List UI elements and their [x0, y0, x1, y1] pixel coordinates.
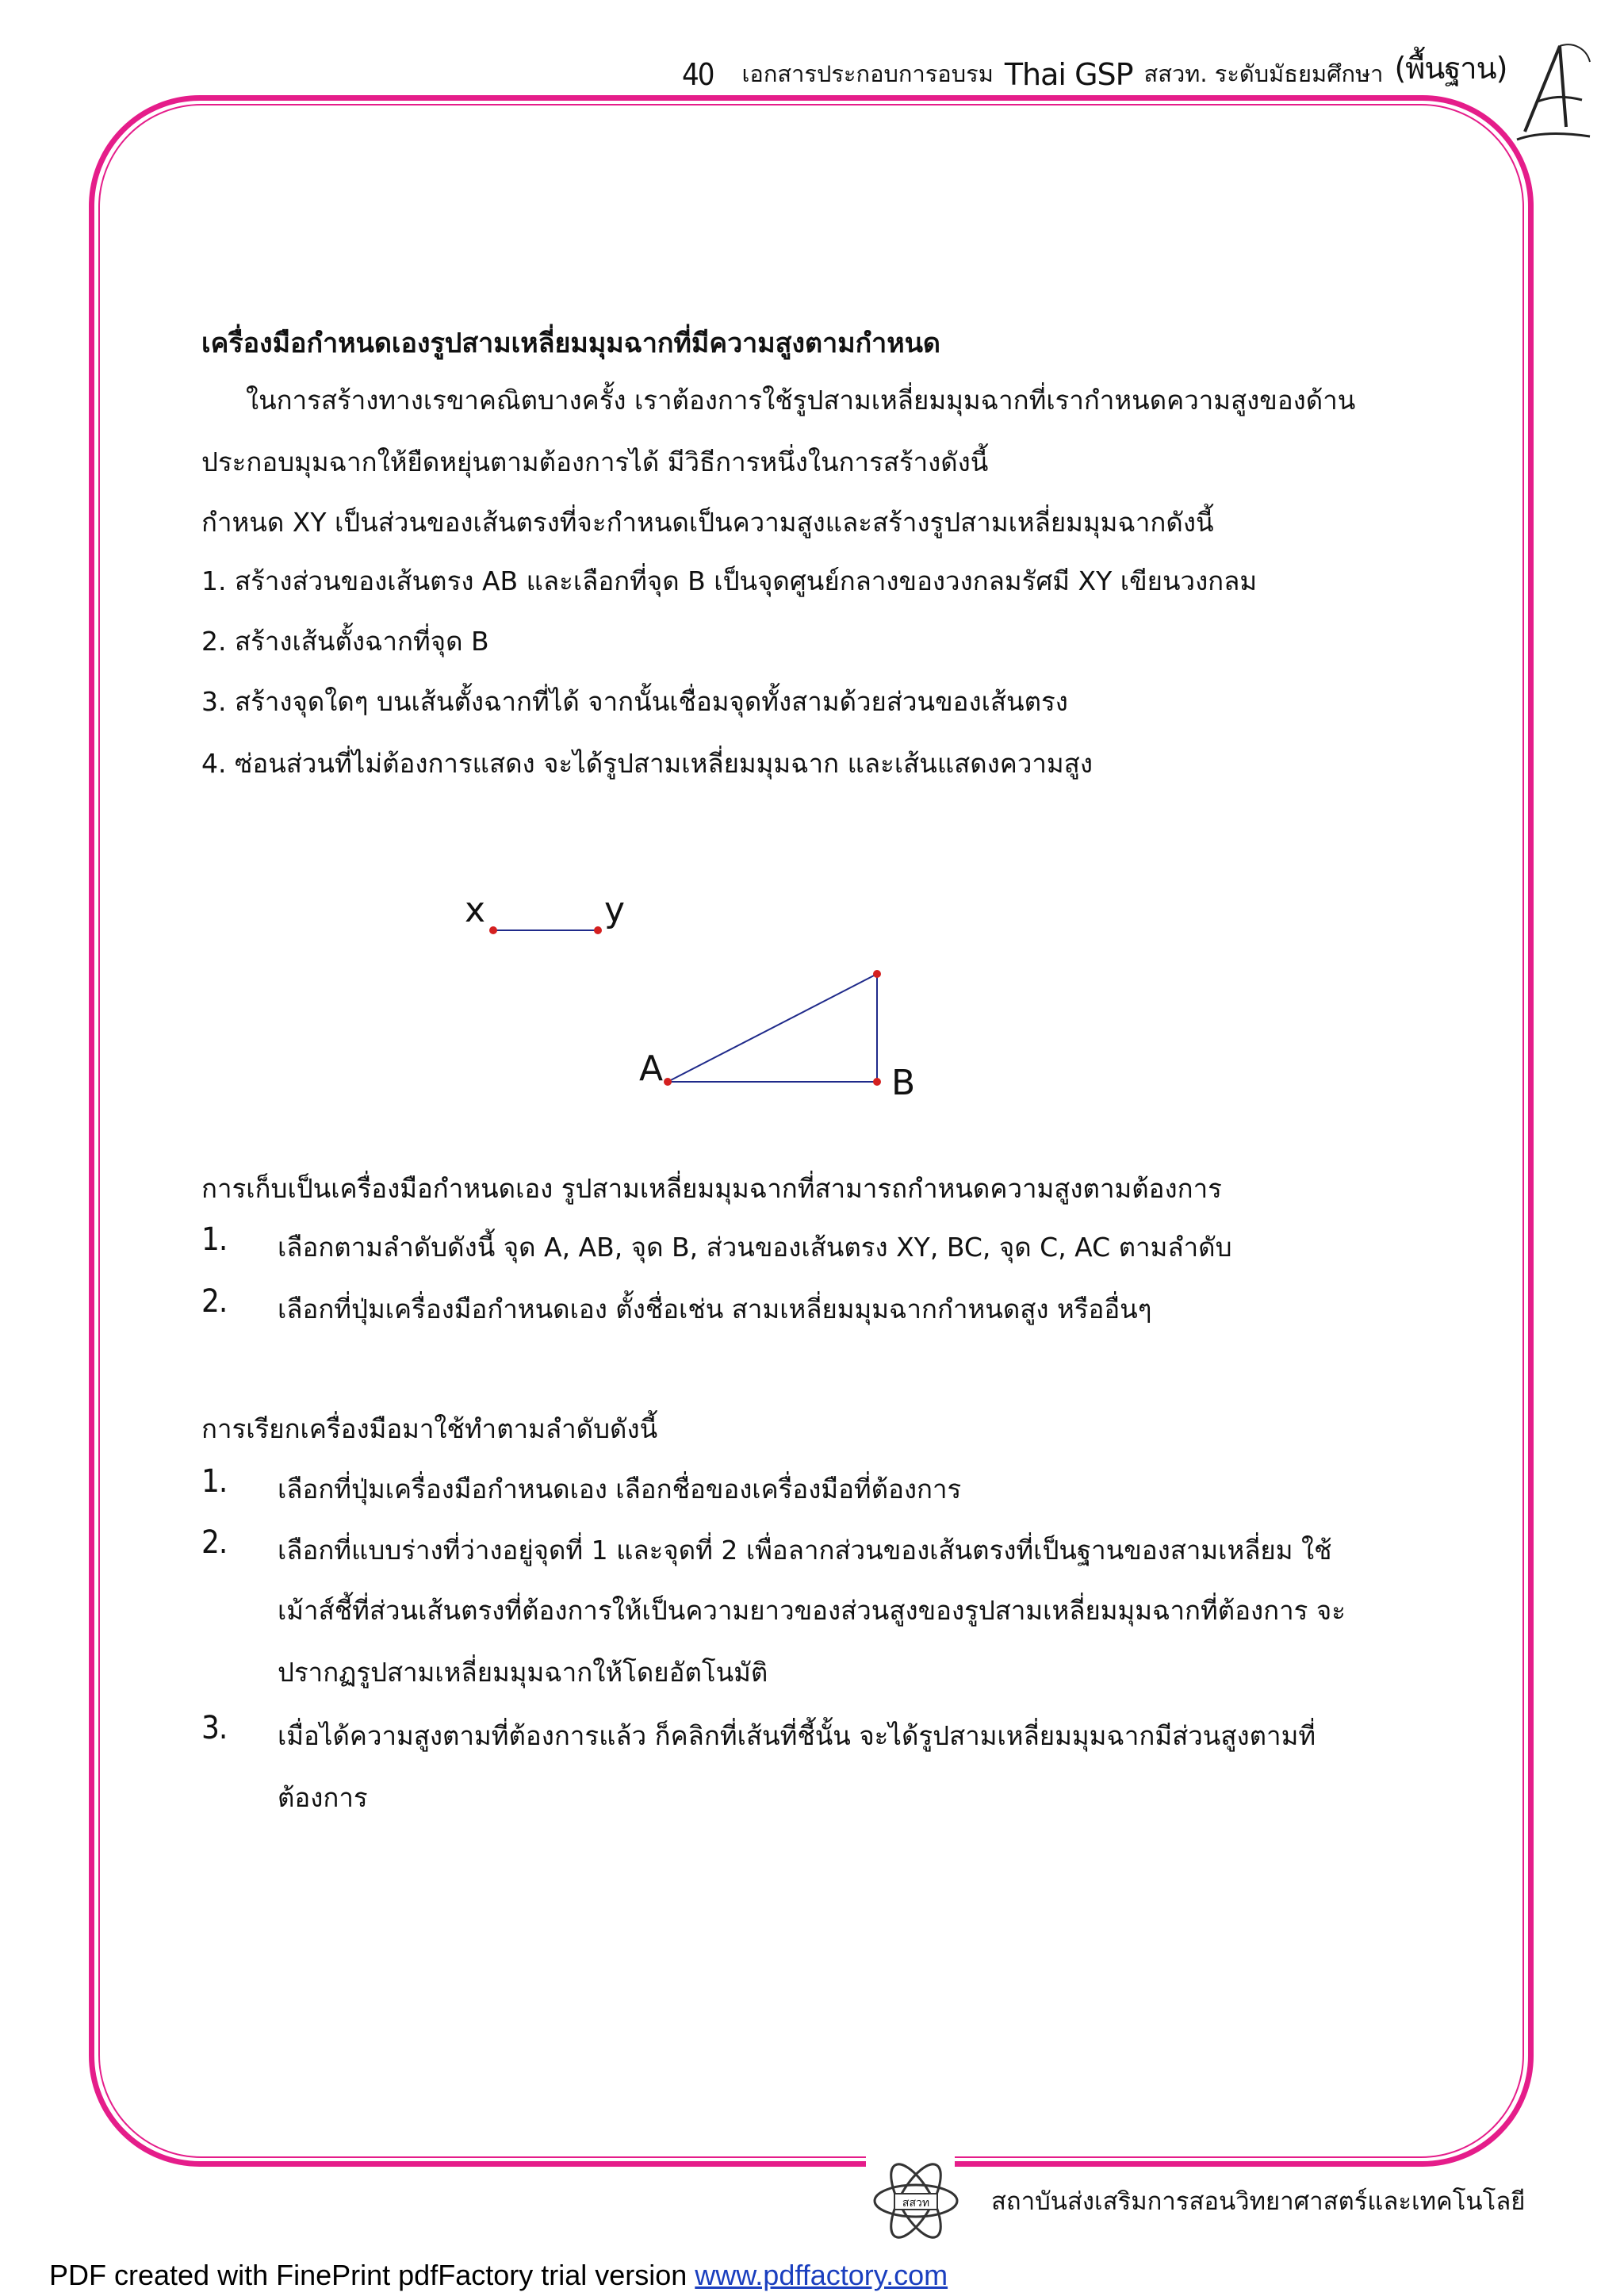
- segment-ac: [668, 974, 877, 1082]
- right-triangle-diagram: [444, 872, 1015, 1110]
- use-item-2-line-3: ปรากฏรูปสามเหลี่ยมมุมฉากให้โดยอัตโนมัติ: [278, 1657, 768, 1688]
- doc-title-prefix: เอกสารประกอบการอบรม: [741, 60, 994, 87]
- use-item-2-number: 2.: [201, 1524, 228, 1561]
- save-item-2-text: เลือกที่ปุ่มเครื่องมือกำหนดเอง ตั้งชื่อเช่น สามเหลี่ยมมุมฉากกำหนดสูง หรืออื่นๆ: [278, 1294, 1152, 1324]
- construction-step-3: 3. สร้างจุดใดๆ บนเส้นตั้งฉากที่ได้ จากนั้นเชื่อมจุดทั้งสามด้วยส่วนของเส้นตรง: [201, 686, 1068, 717]
- label-a: A: [639, 1048, 664, 1089]
- save-tool-heading: การเก็บเป็นเครื่องมือกำหนดเอง รูปสามเหลี่ยมมุมฉากที่สามารถกำหนดความสูงตามต้องการ: [201, 1173, 1222, 1204]
- use-item-2-line-2: เม้าส์ชี้ที่ส่วนเส้นตรงที่ต้องการให้เป็นความยาวของส่วนสูงของรูปสามเหลี่ยมมุมฉากที่ต้องการ จะ: [278, 1595, 1346, 1626]
- label-x: x: [465, 890, 486, 930]
- doc-title-program: Thai GSP: [1004, 57, 1133, 92]
- seal-text: สสวท: [902, 2197, 930, 2210]
- use-item-1-number: 1.: [201, 1463, 228, 1500]
- intro-paragraph-line-1: ในการสร้างทางเรขาคณิตบางครั้ง เราต้องการใช้รูปสามเหลี่ยมมุมฉากที่เรากำหนดความสูงของด้าน: [246, 385, 1356, 416]
- point-b: [873, 1078, 881, 1086]
- save-item-1-number: 1.: [201, 1221, 228, 1258]
- pdf-factory-notice: [49, 2259, 948, 2292]
- intro-paragraph-line-2: ประกอบมุมฉากให้ยืดหยุ่นตามต้องการได้ มีวิธีการหนึ่งในการสร้างดังนี้: [201, 447, 989, 477]
- use-item-1-text: เลือกที่ปุ่มเครื่องมือกำหนดเอง เลือกชื่อของเครื่องมือที่ต้องการ: [278, 1474, 962, 1504]
- header-logo-a-icon: [1511, 38, 1598, 149]
- doc-title-org: สสวท. ระดับมัธยมศึกษา: [1143, 60, 1384, 87]
- label-b: B: [891, 1063, 916, 1103]
- construction-step-4: 4. ซ่อนส่วนที่ไม่ต้องการแสดง จะได้รูปสามเหลี่ยมมุมฉาก และเส้นแสดงความสูง: [201, 748, 1093, 779]
- use-item-2-line-1: เลือกที่แบบร่างที่ว่างอยู่จุดที่ 1 และจุดที่ 2 เพื่อลากส่วนของเส้นตรงที่เป็นฐานของสามเหลี่ยม ใช้: [278, 1535, 1332, 1566]
- save-item-2-number: 2.: [201, 1283, 228, 1320]
- point-a: [664, 1078, 672, 1086]
- label-y: y: [604, 890, 626, 930]
- page-header: [682, 44, 1522, 92]
- pdffactory-link[interactable]: www.pdffactory.com: [695, 2259, 948, 2291]
- save-item-1-text: เลือกตามลำดับดังนี้ จุด A, AB, จุด B, ส่วนของเส้นตรง XY, BC, จุด C, AC ตามลำดับ: [278, 1232, 1232, 1263]
- footer-organization: สถาบันส่งเสริมการสอนวิทยาศาสตร์และเทคโนโลยี: [991, 2187, 1526, 2216]
- doc-level: (พื้นฐาน): [1394, 51, 1507, 86]
- use-item-3-number: 3.: [201, 1710, 228, 1746]
- use-tool-heading: การเรียกเครื่องมือมาใช้ทำตามลำดับดังนี้: [201, 1413, 658, 1444]
- page-number: 40: [682, 57, 714, 92]
- point-c: [873, 970, 881, 978]
- intro-paragraph-line-3: กำหนด XY เป็นส่วนของเส้นตรงที่จะกำหนดเป็นความสูงและสร้างรูปสามเหลี่ยมมุมฉากดังนี้: [201, 507, 1214, 538]
- construction-step-1: 1. สร้างส่วนของเส้นตรง AB และเลือกที่จุด B เป็นจุดศูนย์กลางของวงกลมรัศมี XY เขียนวงกลม: [201, 565, 1258, 596]
- section-title: เครื่องมือกำหนดเองรูปสามเหลี่ยมมุมฉากที่มีความสูงตามกำหนด: [201, 328, 941, 359]
- point-x: [489, 926, 497, 934]
- construction-step-2: 2. สร้างเส้นตั้งฉากที่จุด B: [201, 626, 489, 657]
- ipst-seal-icon: [864, 2157, 967, 2244]
- point-y: [594, 926, 602, 934]
- use-item-3-line-1: เมื่อได้ความสูงตามที่ต้องการแล้ว ก็คลิกที่เส้นที่ชี้นั้น จะได้รูปสามเหลี่ยมมุมฉากมีส่วนสูงตามที่: [278, 1720, 1316, 1751]
- pdf-notice-text: PDF created with FinePrint pdfFactory trial version: [49, 2259, 695, 2291]
- use-item-3-line-2: ต้องการ: [278, 1782, 368, 1813]
